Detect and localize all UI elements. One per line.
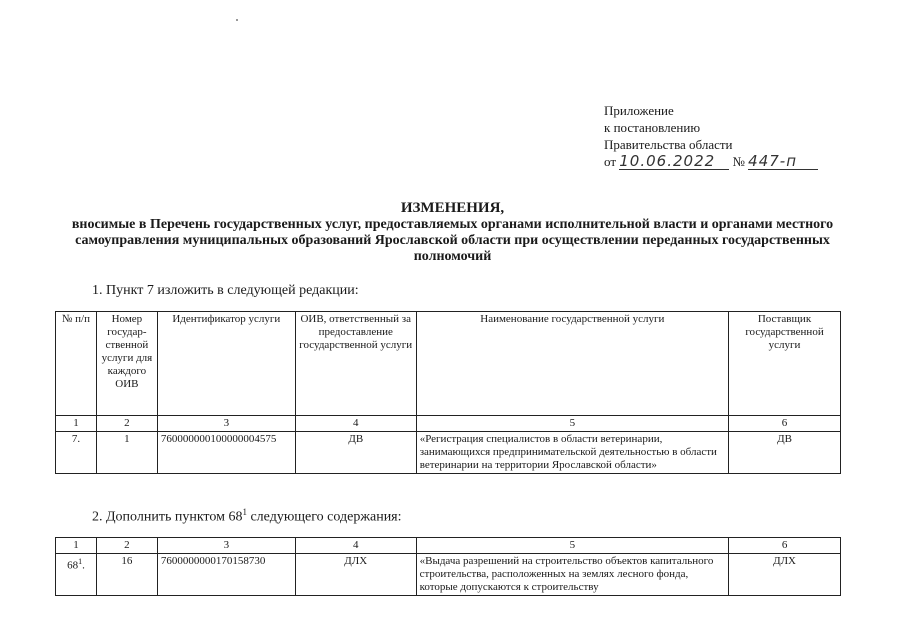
table-header-row — [56, 312, 841, 416]
column-number-cell: 1 — [56, 538, 97, 554]
appendix-line: к постановлению — [604, 120, 701, 135]
handwritten-date: 10.06.2022 — [619, 154, 729, 170]
cell-service-name: «Регистрация специалистов в области ветеринарии, занимающихся предпринимательской деятельностью в области ветеринарии на территории Ярославской области» — [416, 432, 728, 474]
column-number-cell: 2 — [96, 538, 157, 554]
number-prefix: № — [732, 154, 745, 169]
title-subtitle: вносимые в Перечень государственных услуг, предоставляемых органами исполнительной власти и органами местного самоуправления муниципальных образований Ярославской области при осуществлении переданных государственных полномочий — [71, 217, 834, 264]
cell-provider: ДВ — [729, 432, 841, 474]
cell-provider: ДЛХ — [729, 554, 841, 596]
title-main: ИЗМЕНЕНИЯ, — [400, 200, 505, 216]
cell-identifier: 760000000100000004575 — [157, 432, 295, 474]
table-row — [56, 554, 841, 596]
column-number-cell: 5 — [416, 538, 729, 554]
cell-identifier: 7600000000170158730 — [157, 554, 295, 596]
header-cell: Поставщик государственной услуги — [729, 312, 841, 416]
paragraph-2-text: 2. Дополнить пунктом 68 — [92, 509, 243, 525]
cell-service-number: 16 — [96, 554, 157, 596]
header-cell: № п/п — [56, 312, 97, 416]
column-number-cell: 3 — [157, 416, 295, 432]
column-number-cell: 6 — [729, 538, 841, 554]
date-prefix: от — [604, 154, 617, 169]
appendix-line: Приложение — [604, 103, 674, 118]
document-title — [40, 200, 865, 265]
table-row — [56, 432, 841, 474]
cell-service-number: 1 — [96, 432, 157, 474]
paragraph-2-text-end: следующего содержания: — [246, 509, 402, 525]
services-table-2 — [55, 537, 841, 596]
header-cell: Идентификатор услуги — [157, 312, 295, 416]
column-number-cell: 4 — [295, 538, 416, 554]
cell-number-main: 68 — [67, 559, 79, 572]
cell-oiv: ДВ — [295, 432, 416, 474]
column-number-cell: 5 — [416, 416, 728, 432]
appendix-date-line — [604, 153, 818, 170]
cell-number — [56, 554, 97, 596]
column-number-cell: 3 — [157, 538, 295, 554]
cell-number: 7. — [56, 432, 97, 474]
column-number-row — [56, 538, 841, 554]
column-number-cell: 4 — [295, 416, 416, 432]
cell-oiv: ДЛХ — [295, 554, 416, 596]
cell-number-suffix: . — [82, 559, 85, 572]
services-table-1 — [55, 311, 841, 474]
header-cell: Номер государ-ственной услуги для каждого ОИВ — [96, 312, 157, 416]
column-number-cell: 2 — [96, 416, 157, 432]
handwritten-number: 447-п — [748, 154, 818, 170]
appendix-block — [604, 102, 818, 170]
column-number-cell: 1 — [56, 416, 97, 432]
cell-number-sup: 1 — [78, 557, 83, 566]
appendix-line: Правительства области — [604, 137, 733, 152]
header-cell: ОИВ, ответственный за предоставление государственной услуги — [295, 312, 416, 416]
scan-speck — [236, 19, 238, 21]
column-number-row — [56, 416, 841, 432]
paragraph-1: 1. Пункт 7 изложить в следующей редакции: — [92, 283, 359, 298]
column-number-cell: 6 — [729, 416, 841, 432]
header-cell: Наименование государственной услуги — [416, 312, 728, 416]
paragraph-2-superscript: 1 — [242, 507, 247, 517]
paragraph-2 — [92, 507, 402, 526]
cell-service-name: «Выдача разрешений на строительство объектов капитального строительства, расположенных на землях лесного фонда, которые допускаются к строительству — [416, 554, 729, 596]
